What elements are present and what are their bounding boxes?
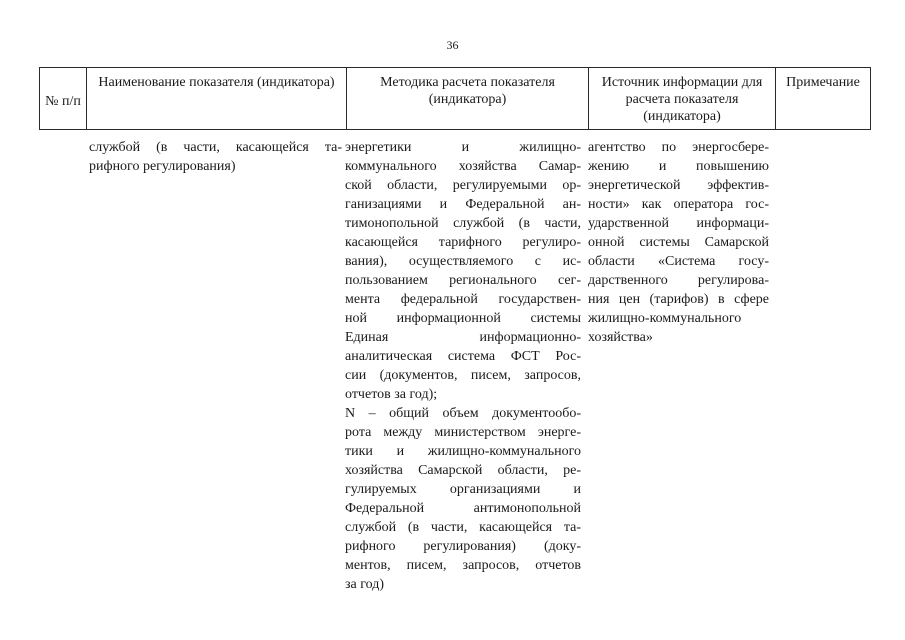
body-column-source [588,138,769,347]
text-line: энергетики и жилищно- [345,140,581,155]
body-column-method [345,138,581,594]
text-line: области «Система госу- [588,254,769,269]
text-line: Единая информационно- [345,330,581,345]
text-line: мента федеральной государствен- [345,292,581,307]
text-line: Федеральной антимонопольной [345,501,581,516]
text-line: ской области, регулируемыми ор- [345,178,581,193]
indicator-table-header [39,67,871,130]
text-line: энергетической эффектив- [588,178,769,193]
header-method-label: Методика расчета показателя (индикатора) [380,75,555,107]
text-line: жению и повышению [588,159,769,174]
text-line: ментов, писем, запросов, отчетов [345,558,581,573]
header-cell-number [40,68,87,130]
text-line: коммунального хозяйства Самар- [345,159,581,174]
text-line: ной информационной системы [345,311,581,326]
text-line: агентство по энергосбере- [588,140,769,155]
header-cell-method [347,68,589,130]
text-line: тики и жилищно-коммунального [345,444,581,459]
text-line: ударственной информаци- [588,216,769,231]
header-note-label: Примечание [786,75,860,90]
text-line: касающейся тарифного регулиро- [345,235,581,250]
header-name-label: Наименование показателя (индикатора) [98,75,335,90]
text-line: аналитическая система ФСТ Рос- [345,349,581,364]
table-header-row [40,68,871,130]
text-line: хозяйства Самарской области, ре- [345,463,581,478]
body-column-name [89,138,342,176]
text-line: ности» как оператора гос- [588,197,769,212]
header-source-label: Источник информации для расчета показателя (индикатора) [601,75,763,124]
text-line: ния цен (тарифов) в сфере [588,292,769,307]
text-line: хозяйства» [588,330,653,345]
text-line: службой (в части, касающейся та- [89,140,342,155]
text-line: рифного регулирования) [89,159,236,174]
text-line: гулируемых организациями и [345,482,581,497]
text-line: онной системы Самарской [588,235,769,250]
header-cell-source [589,68,776,130]
text-line: рифного регулирования) (доку- [345,539,581,554]
text-line: за год) [345,577,385,592]
header-cell-name [87,68,347,130]
header-cell-note [776,68,871,130]
text-line: сии (документов, писем, запросов, [345,368,581,383]
text-line: вания), осуществляемого с ис- [345,254,581,269]
text-line: жилищно-коммунального [588,311,742,326]
text-line: N – общий объем документообо- [345,406,581,421]
text-line: дарственного регулирова- [588,273,769,288]
page-number: 36 [446,38,459,52]
text-line: рота между министерством энерге- [345,425,581,440]
text-line: службой (в части, касающейся та- [345,520,581,535]
text-line: тимонопольной службой (в части, [345,216,581,231]
header-number-label: № п/п [45,94,81,109]
text-line: ганизациями и Федеральной ан- [345,197,581,212]
text-line: пользованием регионального сег- [345,273,581,288]
text-line: отчетов за год); [345,387,438,402]
